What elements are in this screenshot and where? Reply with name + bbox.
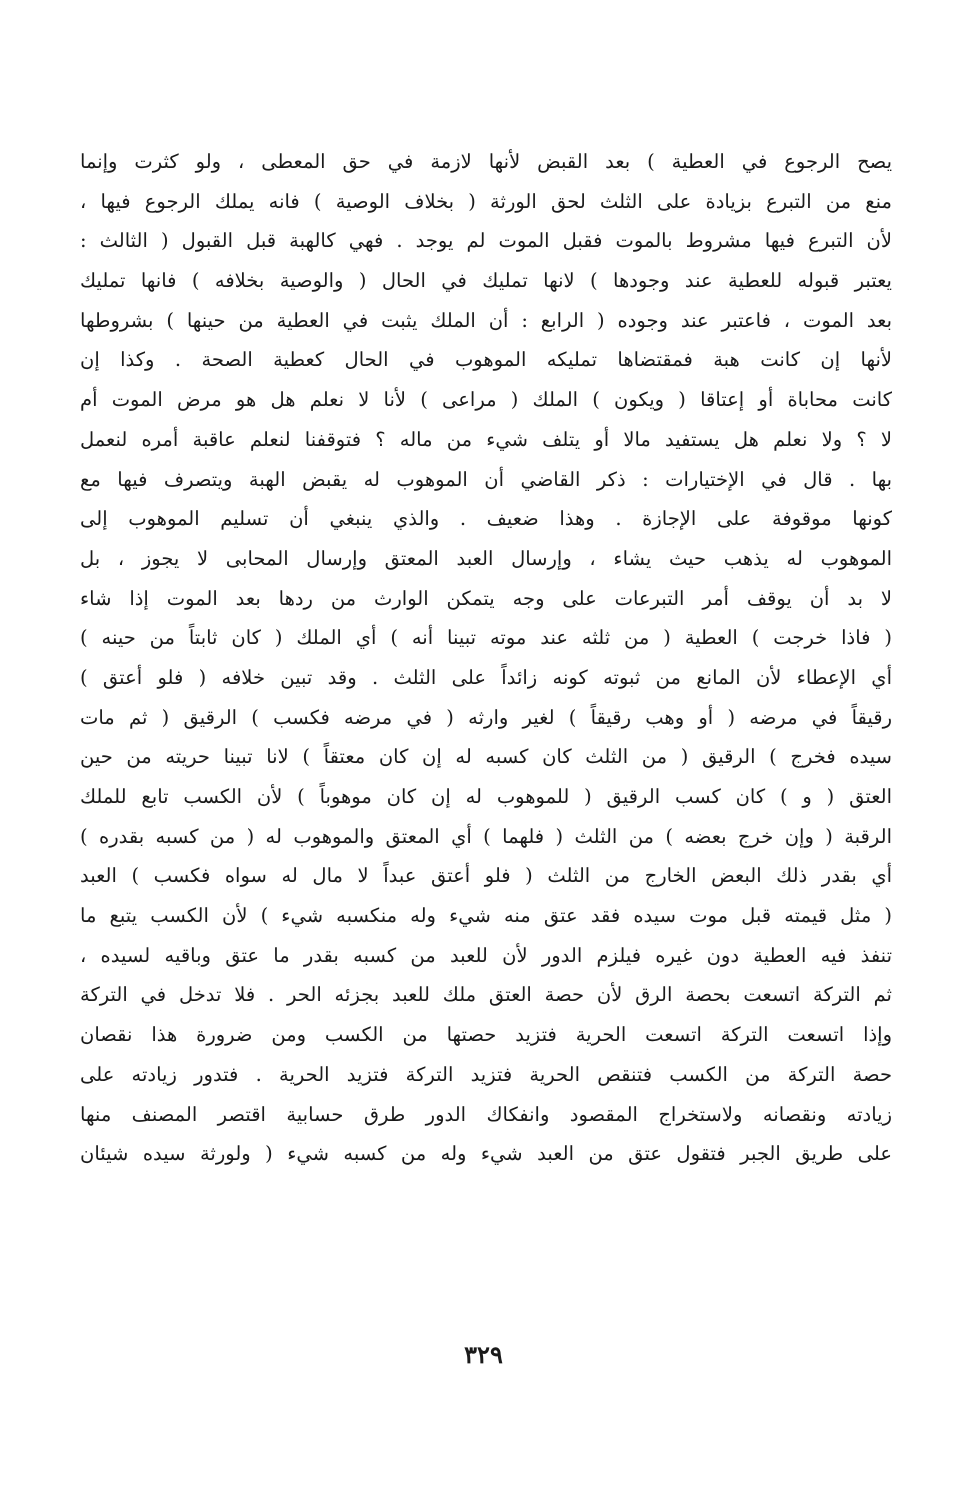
text-line: ( فاذا خرجت ) العطية ( من ثلثه عند موته تبينا أنه ) أي الملك ( كان ثابتاً من حينه ) — [80, 626, 892, 650]
text-line: حصة التركة من الكسب فتنقص الحرية فتزيد التركة فتزيد الحرية . فتدور زيادته على — [80, 1062, 892, 1086]
text-line: الرقبة ( وإن خرج بعضه ) من الثلث ( فلهما ) أي المعتق والموهوب له ( من كسبه بقدره ) — [80, 824, 892, 848]
text-line: الموهوب له يذهب حيث يشاء ، وإرسال العبد المعتق وإرسال المحابى لا يجوز ، بل — [80, 546, 892, 570]
text-line: رقيقاً في مرضه ( أو وهب رقيقاً ) لغير وارثه ( في مرضه فكسب ) الرقيق ( ثم مات — [80, 705, 892, 729]
text-line: يعتبر قبوله للعطية عند وجودها ) لانها تمليك في الحال ( والوصية بخلافه ) فانها تمليك — [80, 269, 892, 293]
text-line: أي بقدر ذلك البعض الخارج من الثلث ( فلو أعتق عبداً لا مال له سواه فكسب ) العبد — [80, 864, 892, 888]
text-line: العتق ( و ) كان كسب الرقيق ( للموهوب له إن كان موهوباً ) لأن الكسب تابع للملك — [80, 785, 892, 808]
text-line: لا ؟ ولا نعلم هل يستفيد مالا أو يتلف شيء من ماله ؟ فتوقفنا لنعلم عاقبة أمره لنعمل — [80, 427, 892, 451]
text-line: يصح الرجوع في العطية ) بعد القبض لأنها لازمة في حق المعطى ، ولو كثرت وإنما — [80, 150, 892, 173]
text-line: تنفذ فيه العطية دون غيره فيلزم الدور لأن للعبد من كسبه بقدر ما عتق وباقيه لسيده ، — [80, 943, 892, 967]
text-line: منع من التبرع بزيادة على الثلث لحق الورثة ( بخلاف الوصية ) فانه يملك الرجوع فيها ، — [80, 189, 892, 213]
text-line: لأنها إن كانت هبة فمقتضاها تمليكه الموهوب في الحال كعطية الصحة . وكذا إن — [80, 348, 892, 372]
text-line: كانت محاباة أو إعتاقا ( ويكون ) الملك ( مراعى ) لأنا لا نعلم هل هو مرض الموت أم — [80, 388, 892, 412]
text-line: كونها موقوفة على الإجازة . وهذا ضعيف . والذي ينبغي أن تسليم الموهوب إلى — [80, 507, 892, 531]
text-line: ( مثل قيمته قبل موت سيده فقد عتق منه شيء وله منكسبه شيء ) لأن الكسب يتبع ما — [80, 904, 892, 928]
text-line: على طريق الجبر فتقول عتق من العبد شيء وله من كسبه شيء ( ولورثة سيده شيئان — [80, 1142, 892, 1166]
text-line: لا بد أن يوقف أمر التبرعات على وجه يتمكن الوارث من ردها بعد الموت إذا شاء — [80, 586, 892, 610]
page-number: ٣٢٩ — [464, 1340, 503, 1369]
text-line: وإذا اتسعت التركة اتسعت الحرية فتزيد حصتها من الكسب ومن ضرورة هذا نقصان — [80, 1023, 892, 1047]
text-line: سيده فخرج ) الرقيق ( من الثلث كان كسبه له إن كان معتقاً ) لانا تبينا حريته من حين — [80, 745, 892, 769]
body-text — [80, 142, 892, 1174]
text-line: بها . قال في الإختيارات : ذكر القاضي أن الموهوب له يقبض الهبة ويتصرف فيها مع — [80, 467, 892, 491]
text-line: زيادته ونقصانه ولاستخراج المقصود وانفكاك الدور طرق حسابية اقتصر المصنف منها — [80, 1102, 892, 1126]
text-line: أي الإعطاء لأن المانع من ثبوته كونه زائداً على الثلث . وقد تبين خلافه ( فلو أعتق ) — [80, 665, 892, 689]
text-line: لأن التبرع فيها مشروط بالموت فقبل الموت لم يوجد . فهي كالهبة قبل القبول ( الثالث : — [80, 229, 892, 253]
text-line: بعد الموت ، فاعتبر عند وجوده ( الرابع : أن الملك يثبت في العطية من حينها ) بشروطها — [80, 308, 892, 332]
text-line: ثم التركة اتسعت بحصة الرق لأن حصة العتق ملك للعبد بجزئه الحر . فلا تدخل في التركة — [80, 983, 892, 1007]
